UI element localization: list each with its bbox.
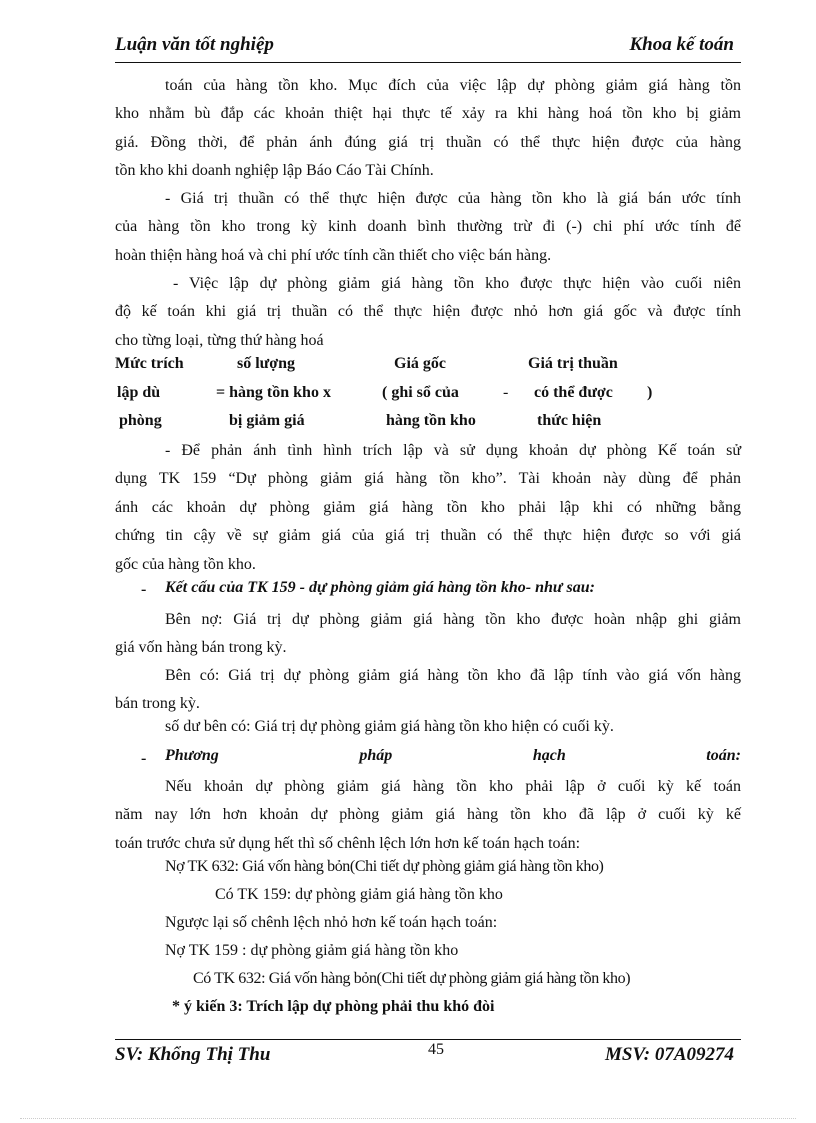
formula-term: hàng tồn kho — [386, 412, 476, 429]
formula-term: ( ghi sổ của — [382, 384, 459, 401]
footer-rule — [115, 1039, 741, 1040]
text-line: Bên có: Giá trị dự phòng giảm giá hàng tồn kho đã lập tính vào giá vốn hàng — [165, 667, 741, 684]
text-line: cho từng loại, từng thứ hàng hoá — [115, 331, 324, 349]
paragraph-balance: số dư bên có: Giá trị dự phòng giảm giá hàng tồn kho hiện có cuối kỳ. — [165, 718, 614, 735]
text-line: năm nay lớn hơn khoản dự phòng giảm giá hàng tồn kho đã lập ở cuối kỳ kế — [115, 806, 741, 824]
text-line: Bên nợ: Giá trị dự phòng giảm giá hàng tồn kho được hoàn nhập ghi giảm — [165, 611, 741, 628]
journal-entry-debit: Nợ TK 159 : dự phòng giảm giá hàng tồn kho — [165, 942, 459, 959]
paragraph-debit-side — [115, 606, 741, 663]
journal-entry-credit: Có TK 632: Giá vốn hàng bỏn(Chi tiết dự phòng giảm giá hàng tồn kho) — [193, 970, 631, 987]
text-line: ánh các khoản dự phòng giảm giá hàng tồn kho phải lập khi có những bằng — [115, 498, 741, 516]
section-heading-structure: Kết cấu của TK 159 - dự phòng giảm giá hàng tồn kho- như sau: — [165, 579, 595, 596]
formula-term: bị giảm giá — [229, 412, 305, 429]
text-line: hoàn thiện hàng hoá và chi phí ước tính cần thiết cho việc bán hàng. — [115, 246, 552, 264]
text-line: - Để phản ánh tình hình trích lập và sử dụng khoản dự phòng Kế toán sử — [165, 442, 741, 459]
text-line: bán trong kỳ. — [115, 695, 200, 713]
heading-word: Phương — [165, 747, 219, 764]
bullet-dash: - — [141, 581, 147, 598]
header-title-right: Khoa kế toán — [629, 34, 734, 55]
formula-term: Giá gốc — [394, 355, 446, 372]
formula-label: Mức trích — [115, 355, 184, 372]
formula-term: = hàng tồn kho x — [216, 384, 331, 401]
text-line: kho nhằm bù đắp các khoản thiệt hại thực tế xảy ra khi hàng hoá tồn kho bị giảm — [115, 105, 741, 123]
footer-student-id: MSV: 07A09274 — [605, 1044, 734, 1065]
minus-sign: - — [503, 384, 509, 401]
heading-word: toán: — [706, 747, 741, 764]
text-line: Nếu khoản dự phòng giảm giá hàng tồn kho phải lập ở cuối kỳ kế toán — [165, 778, 741, 795]
reverse-case-text: Ngược lại số chênh lệch nhỏ hơn kế toán hạch toán: — [165, 914, 498, 931]
text-line: - Giá trị thuần có thể thực hiện được của hàng tồn kho là giá bán ước tính — [165, 190, 741, 207]
text-line: toán trước chưa sử dụng hết thì số chênh lệch lớn hơn kế toán hạch toán: — [115, 834, 581, 852]
formula-term: số lượng — [237, 355, 296, 372]
paragraph-net-value — [115, 185, 741, 270]
text-line: toán của hàng tồn kho. Mục đích của việc lập dự phòng giảm giá hàng tồn — [165, 77, 741, 94]
bullet-dash: - — [141, 750, 147, 767]
opinion-heading: * ý kiến 3: Trích lập dự phòng phải thu khó đòi — [172, 998, 495, 1015]
text-line: tồn kho khi doanh nghiệp lập Báo Cáo Tài Chính. — [115, 162, 434, 180]
header-rule — [115, 62, 741, 63]
provision-formula — [115, 355, 741, 440]
text-line: dụng TK 159 “Dự phòng giảm giá hàng tồn kho”. Tài khoản này dùng để phản — [115, 470, 741, 488]
text-line: chứng tin cậy về sự giảm giá của giá trị thuần có thể thực hiện được so với giá — [115, 527, 741, 545]
footer-student-name: SV: Khổng Thị Thu — [115, 1044, 271, 1065]
text-line: gốc của hàng tồn kho. — [115, 555, 256, 573]
text-line: giá. Đồng thời, để phản ánh đúng giá trị thuần có thể thực hiện được của hàng — [115, 133, 741, 151]
formula-term: có thể được — [534, 384, 613, 401]
formula-term: thức hiện — [537, 412, 602, 429]
paragraph-provision-timing — [115, 270, 741, 355]
text-line: - Việc lập dự phòng giảm giá hàng tồn kho được thực hiện vào cuối niên — [173, 275, 741, 292]
page-number: 45 — [428, 1041, 444, 1058]
page-bottom-border — [20, 1118, 796, 1119]
header-title-left: Luận văn tốt nghiệp — [115, 34, 274, 55]
paragraph-method — [115, 773, 741, 858]
paragraph-purpose — [115, 72, 741, 186]
heading-word: pháp — [359, 747, 393, 764]
text-line: giá vốn hàng bán trong kỳ. — [115, 639, 287, 657]
formula-term: Giá trị thuần — [528, 355, 618, 372]
paragraph-credit-side — [115, 662, 741, 719]
section-heading-method — [165, 747, 741, 765]
formula-label: lập dù — [117, 384, 161, 401]
formula-bracket: ) — [647, 384, 653, 401]
paragraph-account-159 — [115, 437, 741, 579]
journal-entry-debit: Nợ TK 632: Giá vốn hàng bỏn(Chi tiết dự phòng giảm giá hàng tồn kho) — [165, 858, 604, 875]
text-line: của hàng tồn kho trong kỳ kinh doanh bình thường trừ đi (-) chi phí ước tính để — [115, 218, 741, 236]
journal-entry-credit: Có TK 159: dự phòng giảm giá hàng tồn kho — [215, 886, 503, 903]
formula-label: phòng — [119, 412, 162, 429]
text-line: độ kế toán khi giá trị thuần có thể thực hiện được nhỏ hơn giá gốc và được tính — [115, 303, 741, 321]
heading-word: hạch — [532, 747, 566, 764]
